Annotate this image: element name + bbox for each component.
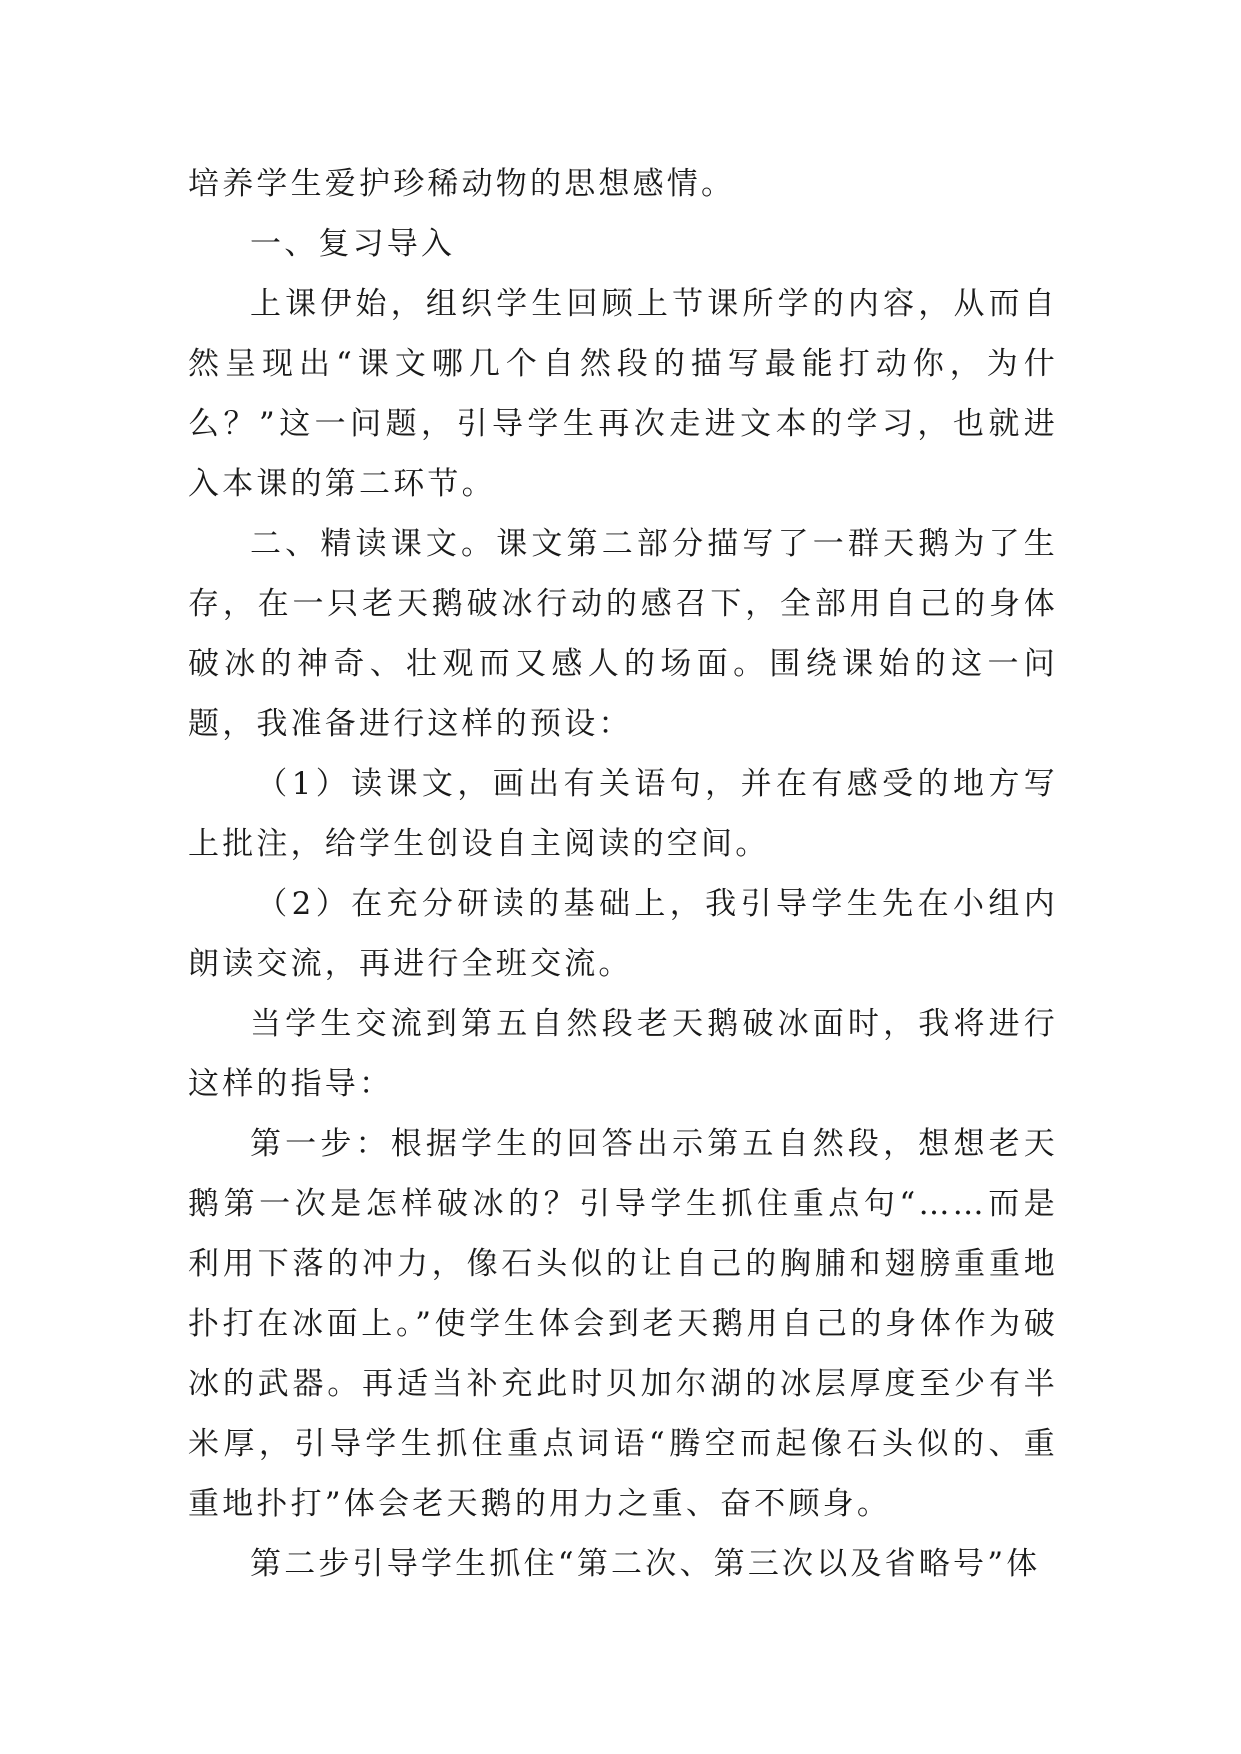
section-heading-review: 一、复习导入 xyxy=(250,226,456,262)
paragraph-step-two: 第二步引导学生抓住“第二次、第三次以及省略号”体 xyxy=(250,1546,1041,1582)
list-item-2: （2）在充分研读的基础上，我引导学生先在小组内朗读交流，再进行全班交流。 xyxy=(188,886,1058,982)
paragraph-intro: 上课伊始，组织学生回顾上节课所学的内容，从而自然呈现出“课文哪几个自然段的描写最能打动你，为什么？”这一问题，引导学生再次走进文本的学习，也就进入本课的第二环节。 xyxy=(188,286,1058,502)
section-heading-close-reading: 二、精读课文。课文第二部分描写了一群天鹅为了生存，在一只老天鹅破冰行动的感召下，全部用自己的身体破冰的神奇、壮观而又感人的场面。围绕课始的这一问题，我准备进行这样的预设： xyxy=(188,526,1058,742)
paragraph-step-one: 第一步：根据学生的回答出示第五自然段，想想老天鹅第一次是怎样破冰的？引导学生抓住重点句“……而是利用下落的冲力，像石头似的让自己的胸脯和翅膀重重地扑打在冰面上。”使学生体会到老天鹅用自己的身体作为破冰的武器。再适当补充此时贝加尔湖的冰层厚度至少有半米厚，引导学生抓住重点词语“腾空而起像石头似的、重重地扑打”体会老天鹅的用力之重、奋不顾身。 xyxy=(188,1126,1058,1522)
paragraph-continuation: 培养学生爱护珍稀动物的思想感情。 xyxy=(188,166,736,202)
paragraph-guidance: 当学生交流到第五自然段老天鹅破冰面时，我将进行这样的指导： xyxy=(188,1006,1058,1102)
document-body xyxy=(188,154,1058,1594)
list-item-1: （1）读课文，画出有关语句，并在有感受的地方写上批注，给学生创设自主阅读的空间。 xyxy=(188,766,1058,862)
